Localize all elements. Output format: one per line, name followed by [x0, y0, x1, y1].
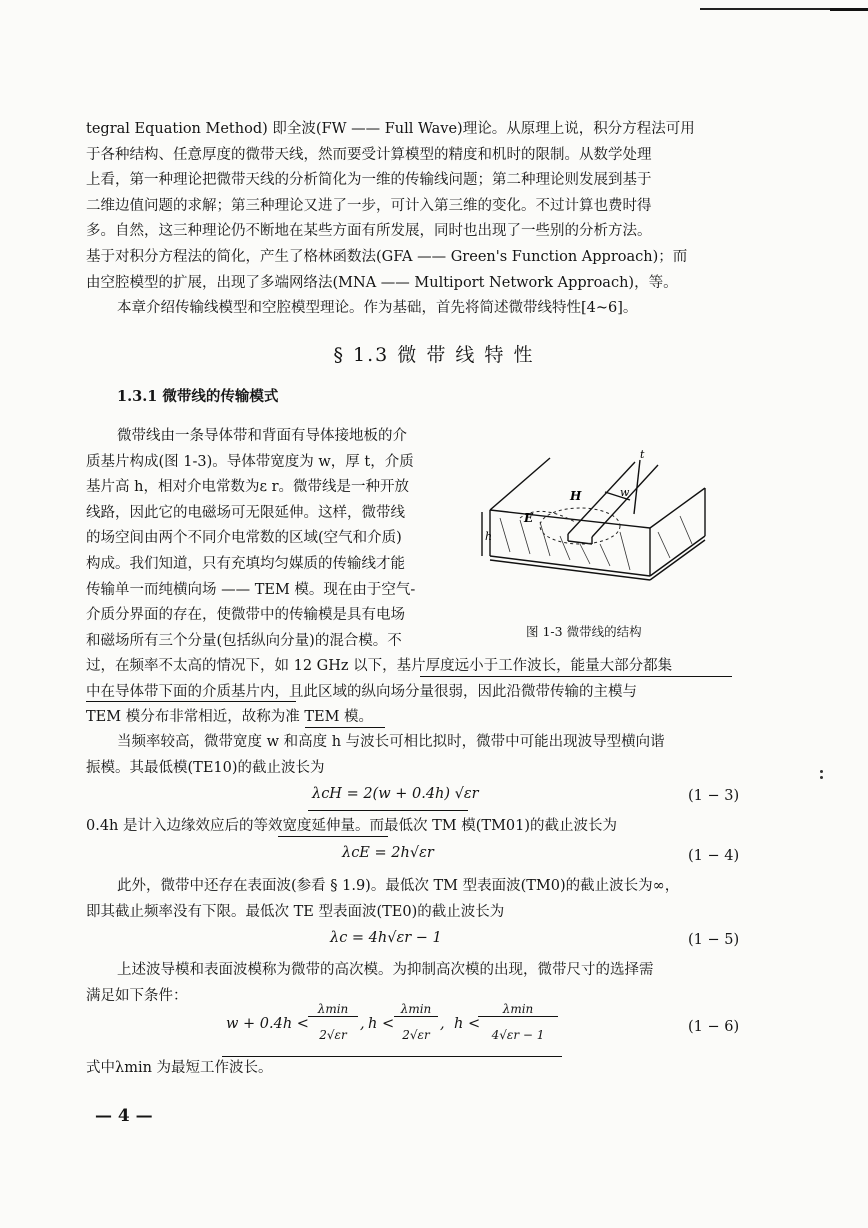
pen-underline: [278, 836, 388, 837]
paragraph-3-continued: [86, 654, 736, 731]
eq-numerator: λmin: [478, 1002, 558, 1017]
page-number: — 4 —: [95, 1106, 153, 1126]
text-line: 于各种结构、任意厚度的微带天线，然而要受计算模型的精度和机时的限制。从数学处理: [86, 146, 652, 163]
section-heading: § 1.3 微 带 线 特 性: [333, 344, 535, 366]
paragraph-8: [86, 1056, 736, 1082]
pen-underline: [308, 810, 468, 811]
text-line: 本章介绍传输线模型和空腔模型理论。作为基础，首先将简述微带线特性[4~6]。: [117, 300, 638, 316]
text-line: 由空腔模型的扩展，出现了多端网络法(MNA —— Multiport Network Approach)，等。: [86, 274, 678, 291]
eq-denominator: 2√εr: [402, 1028, 430, 1042]
eq-numerator: λmin: [394, 1002, 438, 1017]
text-line: TEM 模分布非常相近，故称为准 TEM 模。: [86, 709, 374, 726]
equation-1-3: λcH = 2(w + 0.4h) √εr: [312, 786, 479, 802]
eq-part: h <: [368, 1016, 395, 1032]
figure-label-w: w: [620, 486, 630, 499]
text-line: 介质分界面的存在，使微带中的传输模是具有电场: [86, 607, 405, 624]
subsection-heading: 1.3.1 微带线的传输模式: [117, 388, 279, 405]
eq-part: h <: [454, 1016, 481, 1032]
equation-number-1-5: (1 − 5): [688, 932, 740, 948]
equation-1-5: λc = 4h√εr − 1: [330, 930, 442, 946]
text-line: 多。自然，这三种理论仍不断地在某些方面有所发展，同时也出现了一些别的分析方法。: [86, 223, 652, 240]
text-line: tegral Equation Method) 即全波(FW —— Full Wave)理论。从原理上说，积分方程法可用: [86, 121, 695, 137]
text-line: 0.4h 是计入边缘效应后的等效宽度延伸量。而最低次 TM 模(TM01)的截止波长为: [86, 818, 618, 834]
scan-speck: [820, 770, 823, 773]
figure-label-h: h: [485, 530, 493, 543]
text-line: 中在导体带下面的介质基片内，且此区域的纵向场分量很弱，因此沿微带传输的主模与: [86, 683, 637, 700]
pen-underline: [86, 701, 296, 702]
text-line: 的场空间由两个不同介电常数的区域(空气和介质): [86, 530, 402, 547]
equation-number-1-4: (1 − 4): [688, 848, 740, 864]
text-line: 和磁场所有三个分量(包括纵向分量)的混合模。不: [86, 632, 402, 649]
text-line: 传输单一而纯横向场 —— TEM 模。现在由于空气-: [86, 581, 416, 598]
pen-underline: [420, 676, 732, 677]
paragraph-4: [86, 730, 736, 781]
eq-denominator: 2√εr: [319, 1028, 347, 1042]
eq-part: w + 0.4h <: [226, 1016, 309, 1032]
pen-underline: [305, 727, 385, 728]
text-line: 线路，因此它的电磁场可无限延伸。这样，微带线: [86, 504, 405, 521]
figure-label-E: E: [524, 511, 534, 525]
text-line: 二维边值问题的求解；第三种理论又进了一步，可计入第三维的变化。不过计算也费时得: [86, 197, 652, 214]
paragraph-3: [86, 424, 458, 654]
paragraph-6: [86, 874, 736, 925]
figure-caption: 图 1-3 微带线的结构: [526, 624, 642, 639]
text-line: 微带线由一条导体带和背面有导体接地板的介: [117, 428, 407, 444]
text-line: 上述波导模和表面波模称为微带的高次模。为抑制高次模的出现，微带尺寸的选择需: [117, 962, 654, 978]
scan-edge-mark: [830, 8, 868, 11]
paragraph-1: [86, 117, 736, 296]
text-line: 基于对积分方程法的简化，产生了格林函数法(GFA —— Green's Function Approach)；而: [86, 248, 688, 265]
eq-denominator: 4√εr − 1: [491, 1028, 545, 1042]
figure-label-t: t: [640, 448, 645, 461]
equation-number-1-3: (1 − 3): [688, 788, 740, 804]
eq-numerator: λmin: [308, 1002, 358, 1017]
text-line: 式中λmin 为最短工作波长。: [86, 1060, 273, 1076]
equation-1-4: λcE = 2h√εr: [342, 845, 434, 861]
text-line: 构成。我们知道，只有充填均匀媒质的传输线才能: [86, 555, 405, 572]
equation-1-6: w + 0.4h < λmin 2√εr , h < λmin 2√εr , h < λmin 4√εr − 1: [226, 1002, 676, 1052]
text-line: 当频率较高，微带宽度 w 和高度 h 与波长可相比拟时，微带中可能出现波导型横向谐: [117, 734, 665, 750]
text-line: 质基片构成(图 1-3)。导体带宽度为 w，厚 t，介质: [86, 453, 414, 470]
text-line: 此外，微带中还存在表面波(参看 § 1.9)。最低次 TM 型表面波(TM0)的截止波长为∞，: [117, 878, 680, 894]
text-line: 满足如下条件：: [86, 987, 188, 1004]
figure-label-H: H: [570, 489, 582, 503]
text-line: 基片高 h，相对介电常数为ε r。微带线是一种开放: [86, 479, 409, 496]
paragraph-2: [117, 296, 737, 322]
text-line: 振模。其最低模(TE10)的截止波长为: [86, 759, 325, 776]
paragraph-5: [86, 814, 736, 840]
scan-speck: [820, 776, 823, 779]
microstrip-structure-figure: [480, 448, 710, 618]
text-line: 即其截止频率没有下限。最低次 TE 型表面波(TE0)的截止波长为: [86, 903, 505, 920]
equation-number-1-6: (1 − 6): [688, 1019, 740, 1035]
text-line: 过，在频率不太高的情况下，如 12 GHz 以下，基片厚度远小于工作波长，能量大部分都集: [86, 658, 673, 674]
text-line: 上看，第一种理论把微带天线的分析简化为一维的传输线问题；第二种理论则发展到基于: [86, 172, 652, 189]
